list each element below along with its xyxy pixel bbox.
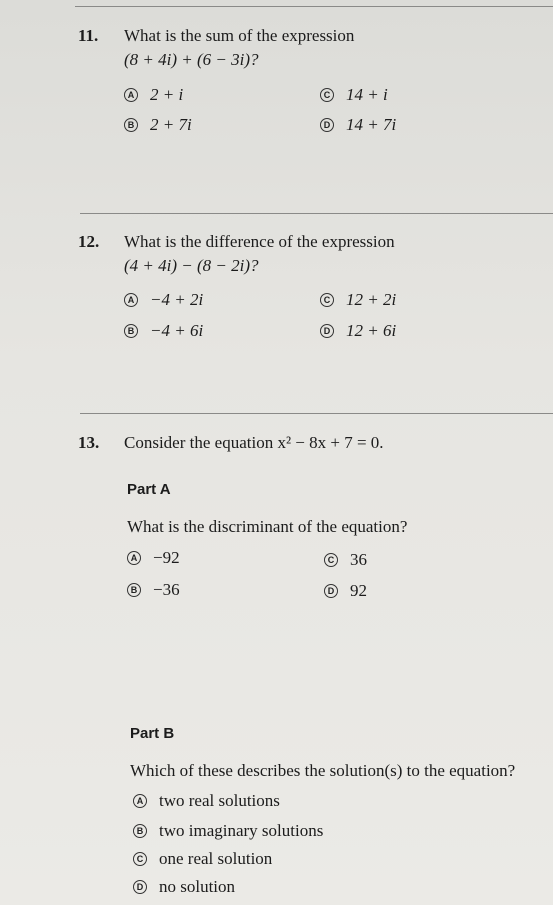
option-text: −4 + 2i <box>150 290 204 309</box>
option-text: 2 + 7i <box>150 115 192 134</box>
part-a-question: What is the discriminant of the equation? <box>127 517 408 536</box>
option-bubble-icon[interactable]: A <box>133 794 147 808</box>
q12-option-a[interactable] <box>124 290 203 310</box>
option-text: −92 <box>153 548 180 567</box>
option-text: 14 + 7i <box>346 115 397 134</box>
option-bubble-icon[interactable]: C <box>320 88 334 102</box>
part-a-label: Part A <box>127 481 171 498</box>
option-bubble-icon[interactable]: B <box>124 118 138 132</box>
option-text: −36 <box>153 580 180 599</box>
option-bubble-icon[interactable]: B <box>127 583 141 597</box>
question-12-expression: (4 + 4i) − (8 − 2i)? <box>124 256 259 275</box>
part-b-label: Part B <box>130 725 175 742</box>
question-11-expression: (8 + 4i) + (6 − 3i)? <box>124 50 259 69</box>
q12-option-b[interactable] <box>124 321 203 341</box>
question-13-stem: Consider the equation x² − 8x + 7 = 0. <box>124 433 384 452</box>
option-text: −4 + 6i <box>150 321 204 340</box>
q11-option-b[interactable] <box>124 115 192 135</box>
q13a-option-b[interactable] <box>127 580 180 600</box>
option-bubble-icon[interactable]: B <box>124 324 138 338</box>
option-bubble-icon[interactable]: A <box>124 293 138 307</box>
option-text: no solution <box>159 877 236 896</box>
option-bubble-icon[interactable]: D <box>133 880 147 894</box>
option-text: one real solution <box>159 849 273 868</box>
q13a-option-a[interactable] <box>127 548 180 568</box>
option-bubble-icon[interactable]: C <box>133 852 147 866</box>
q12-option-c[interactable] <box>320 290 396 310</box>
option-text: two real solutions <box>159 791 280 810</box>
q13a-option-d[interactable] <box>324 581 367 601</box>
question-12-stem: What is the difference of the expression <box>124 232 395 251</box>
divider-11-12 <box>80 213 553 214</box>
question-11-stem: What is the sum of the expression <box>124 26 355 45</box>
part-b-question: Which of these describes the solution(s) to the equation? <box>130 761 516 780</box>
option-bubble-icon[interactable]: D <box>324 584 338 598</box>
top-divider <box>75 6 553 7</box>
option-text: 12 + 2i <box>346 290 397 309</box>
question-11-number: 11. <box>78 26 99 45</box>
option-text: 92 <box>350 581 367 600</box>
q11-option-d[interactable] <box>320 115 396 135</box>
q11-option-a[interactable] <box>124 85 183 105</box>
question-12-number: 12. <box>78 232 100 251</box>
option-text: 14 + i <box>346 85 388 104</box>
q13a-option-c[interactable] <box>324 550 367 570</box>
divider-12-13 <box>80 413 553 414</box>
q13b-option-a[interactable] <box>133 791 280 811</box>
q12-option-d[interactable] <box>320 321 396 341</box>
q11-option-c[interactable] <box>320 85 388 105</box>
option-bubble-icon[interactable]: C <box>320 293 334 307</box>
q13b-option-b[interactable] <box>133 821 323 841</box>
option-bubble-icon[interactable]: D <box>320 324 334 338</box>
q13b-option-c[interactable] <box>133 849 272 869</box>
option-text: 36 <box>350 550 367 569</box>
q13b-option-d[interactable] <box>133 877 235 897</box>
option-bubble-icon[interactable]: C <box>324 553 338 567</box>
option-bubble-icon[interactable]: A <box>124 88 138 102</box>
option-bubble-icon[interactable]: D <box>320 118 334 132</box>
option-text: 2 + i <box>150 85 184 104</box>
option-bubble-icon[interactable]: B <box>133 824 147 838</box>
option-bubble-icon[interactable]: A <box>127 551 141 565</box>
option-text: two imaginary solutions <box>159 821 324 840</box>
option-text: 12 + 6i <box>346 321 397 340</box>
question-13-number: 13. <box>78 433 100 452</box>
